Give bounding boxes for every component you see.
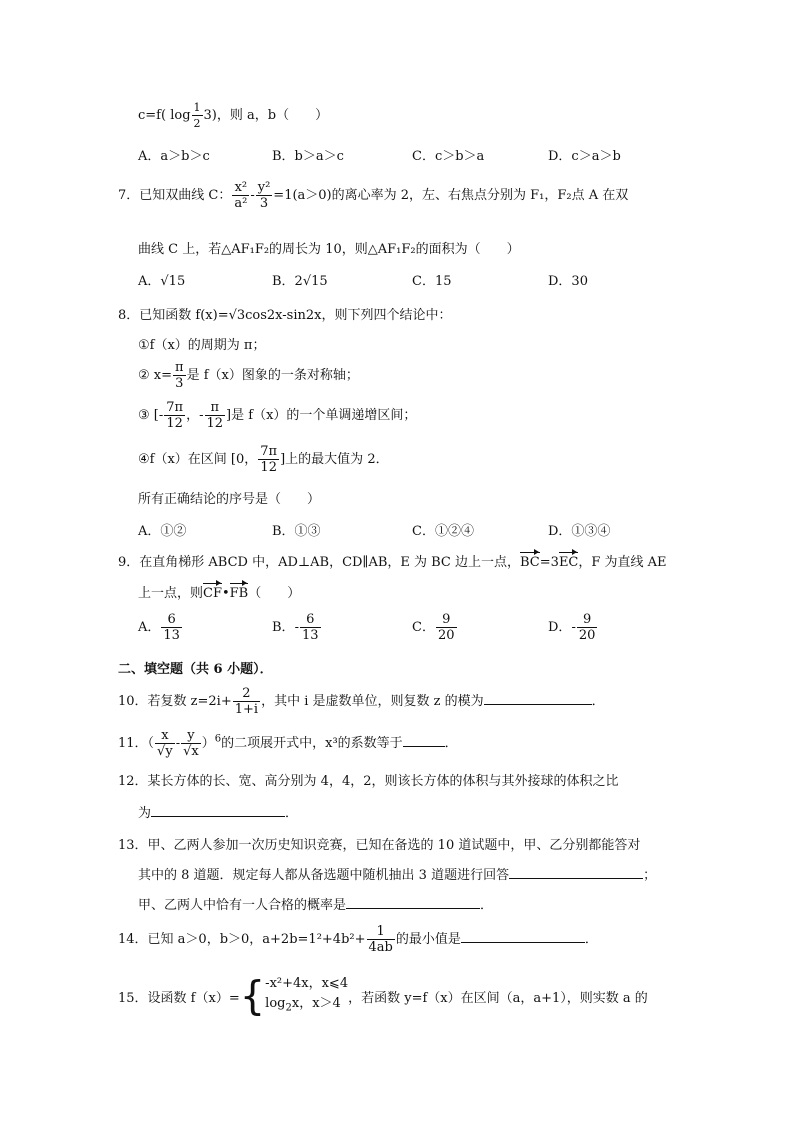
q8-statement-4 <box>138 444 794 475</box>
q8-s4-a: ④f（x）在区间 [0， <box>138 452 258 467</box>
q13-end-b: ； <box>643 868 657 883</box>
q11-text-b: ） <box>201 736 215 751</box>
q7-frac2: $\frac{\text{y²}}{3}$ <box>257 180 271 211</box>
q9-text-c: 上一点，则 <box>138 586 204 601</box>
q9-eq: =3 <box>539 555 559 570</box>
q11-exp: 6 <box>214 733 222 745</box>
q8-statement-2 <box>138 360 794 391</box>
q14-frac: $\frac{1}{4ab}$ <box>368 924 393 955</box>
q13-answer-blank-1[interactable] <box>509 865 643 879</box>
q13-text-b: 其中的 8 道题．规定每人都从备选题中随机抽出 3 道题进行回答 <box>138 868 510 883</box>
q11-minus: - <box>175 736 181 751</box>
q7-stem-line2: 曲线 C 上，若△AF₁F₂的周长为 10，则△AF₁F₂的面积为（ ） <box>138 242 520 257</box>
q14-line <box>118 924 794 955</box>
q6-log: log <box>170 108 191 123</box>
q15-text-a: 15．设函数 f（x）= <box>118 990 240 1006</box>
q8-s4-b: ]上的最大值为 2． <box>280 452 389 467</box>
q9-option-b[interactable]: B．- $\frac{6}{13}$ <box>272 612 319 643</box>
q7-text-b: =1(a＞0)的离心率为 2，左、右焦点分别为 F₁，F₂点 A 在双 <box>273 188 629 203</box>
q8-stem: 8．已知函数 f(x)=√3cos2x-sin2x，则下列四个结论中： <box>118 308 452 323</box>
q11-text-c: 的二项展开式中，x³的系数等于 <box>221 736 403 751</box>
q10-text-b: ，其中 i 是虚数单位，则复数 z 的模为 <box>261 694 484 709</box>
q10-answer-blank[interactable] <box>484 691 592 705</box>
q9-option-d[interactable]: D．- $\frac{9}{20}$ <box>548 612 596 643</box>
q9-text-d: （ ） <box>248 586 301 601</box>
q9-text-a: 9．在直角梯形 ABCD 中，AD⊥AB，CD∥AB，E 为 BC 边上一点， <box>118 555 521 570</box>
q8-statement-3 <box>138 400 794 431</box>
q6-option-c[interactable]: C．c＞b＞a <box>412 149 485 164</box>
q6-option-a[interactable]: A．a＞b＞c <box>138 149 210 164</box>
q15-brace: { <box>239 973 266 1020</box>
q7-text-a: 7．已知双曲线 C： <box>118 188 232 203</box>
q11-text-a: 11．（ <box>118 736 155 751</box>
q12-answer-blank[interactable] <box>151 803 285 817</box>
q13-line1: 13．甲、乙两人参加一次历史知识竞赛，已知在备选的 10 道试题中，甲、乙分别都能答对 <box>118 838 641 853</box>
q13-line3 <box>138 894 794 913</box>
q15-piecewise <box>265 974 348 1019</box>
q10-end: ． <box>591 694 605 709</box>
q7-stem-line1 <box>118 180 794 211</box>
q12-end: ． <box>285 806 299 821</box>
q14-end: ． <box>584 932 598 947</box>
q8-s3-frac1: $\frac{7\pi}{12}$ <box>166 400 184 431</box>
q14-text-b: 的最小值是 <box>395 932 461 947</box>
q8-s3-frac2: $\frac{\pi}{12}$ <box>206 400 224 431</box>
q9-option-c[interactable]: C． $\frac{9}{20}$ <box>412 612 455 643</box>
q8-option-a[interactable]: A．①② <box>138 524 187 539</box>
q7-minus: - <box>250 188 255 203</box>
q8-s3-a: ③ [- <box>138 408 164 423</box>
q13-end-c: ． <box>480 898 494 913</box>
q9-vec-fb: FB <box>229 586 249 601</box>
q8-s3-mid: ，- <box>186 408 204 423</box>
q10-frac: $\frac{2}{1+i}$ <box>234 686 259 717</box>
q9-dot: • <box>221 586 230 601</box>
q9-vec-bc: BC <box>520 555 540 570</box>
q6-arg: 3) <box>203 108 217 123</box>
q9-option-a[interactable]: A． $\frac{6}{13}$ <box>138 612 180 643</box>
q10-text-a: 10．若复数 z=2i+ <box>118 694 232 709</box>
q9-vec-cf: CF <box>203 586 222 601</box>
q8-s2-frac: $\frac{\pi}{3}$ <box>175 360 184 391</box>
q10-line <box>118 686 794 717</box>
q6-prefix: c=f( <box>138 108 167 123</box>
q12-text-b: 为 <box>138 806 152 821</box>
q15-case-2: $\log_2x$，x＞4 <box>265 996 341 1014</box>
q11-frac1: $\frac{x}{√y}$ <box>157 728 173 759</box>
q11-end: ． <box>444 736 458 751</box>
q8-option-d[interactable]: D．①③④ <box>548 524 611 539</box>
q8-statement-1: ①f（x）的周期为 π； <box>138 338 266 353</box>
q8-s3-b: ]是 f（x）的一个单调递增区间； <box>226 408 417 423</box>
q8-s2-a: ② x= <box>138 368 173 383</box>
q7-option-c[interactable]: C．15 <box>412 274 452 289</box>
q6-option-d[interactable]: D．c＞a＞b <box>548 149 621 164</box>
q6-option-b[interactable]: B．b＞a＞c <box>272 149 344 164</box>
q7-frac1: $\frac{\text{x²}}{\text{a²}}$ <box>234 180 248 211</box>
q8-option-b[interactable]: B．①③ <box>272 524 321 539</box>
q6-condition-line <box>138 100 794 131</box>
q15-text-b: ，若函数 y=f（x）在区间（a，a+1），则实数 a 的 <box>348 990 648 1006</box>
q15-line <box>118 974 794 1019</box>
q15-case-1: -x²+4x，x⩽4 <box>265 976 349 991</box>
q13-answer-blank-2[interactable] <box>346 895 480 909</box>
q14-text-a: 14．已知 a＞0，b＞0，a+2b=1²+4b²+ <box>118 932 366 947</box>
section-fill-in-blank-heading: 二、填空题（共 6 小题）． <box>118 662 273 677</box>
q9-text-b: ，F 为直线 AE <box>578 555 667 570</box>
q8-s2-b: 是 f（x）图象的一条对称轴； <box>186 368 359 383</box>
q12-line2 <box>138 802 794 821</box>
q13-line2 <box>138 864 794 883</box>
q9-stem-line1 <box>118 551 794 570</box>
q11-answer-blank[interactable] <box>403 733 445 747</box>
q8-s4-frac: $\frac{7\pi}{12}$ <box>260 444 278 475</box>
q8-ask: 所有正确结论的序号是（ ） <box>138 492 321 507</box>
q6-suffix: ，则 a，b（ ） <box>216 108 329 123</box>
q14-answer-blank[interactable] <box>461 929 585 943</box>
q9-stem-line2 <box>138 582 794 601</box>
q6-log-base: $\frac{1}{2}$ <box>193 101 201 130</box>
q13-text-c: 甲、乙两人中恰有一人合格的概率是 <box>138 898 347 913</box>
q8-option-c[interactable]: C．①②④ <box>412 524 474 539</box>
q7-option-d[interactable]: D．30 <box>548 274 588 289</box>
q9-vec-ec: EC <box>558 555 579 570</box>
q12-line1: 12．某长方体的长、宽、高分别为 4，4，2，则该长方体的体积与其外接球的体积之比 <box>118 774 619 789</box>
q7-option-b[interactable]: B．2√15 <box>272 274 328 289</box>
q11-line <box>118 728 794 759</box>
q11-frac2: $\frac{y}{√x}$ <box>183 728 199 759</box>
q7-option-a[interactable]: A．√15 <box>138 274 186 289</box>
